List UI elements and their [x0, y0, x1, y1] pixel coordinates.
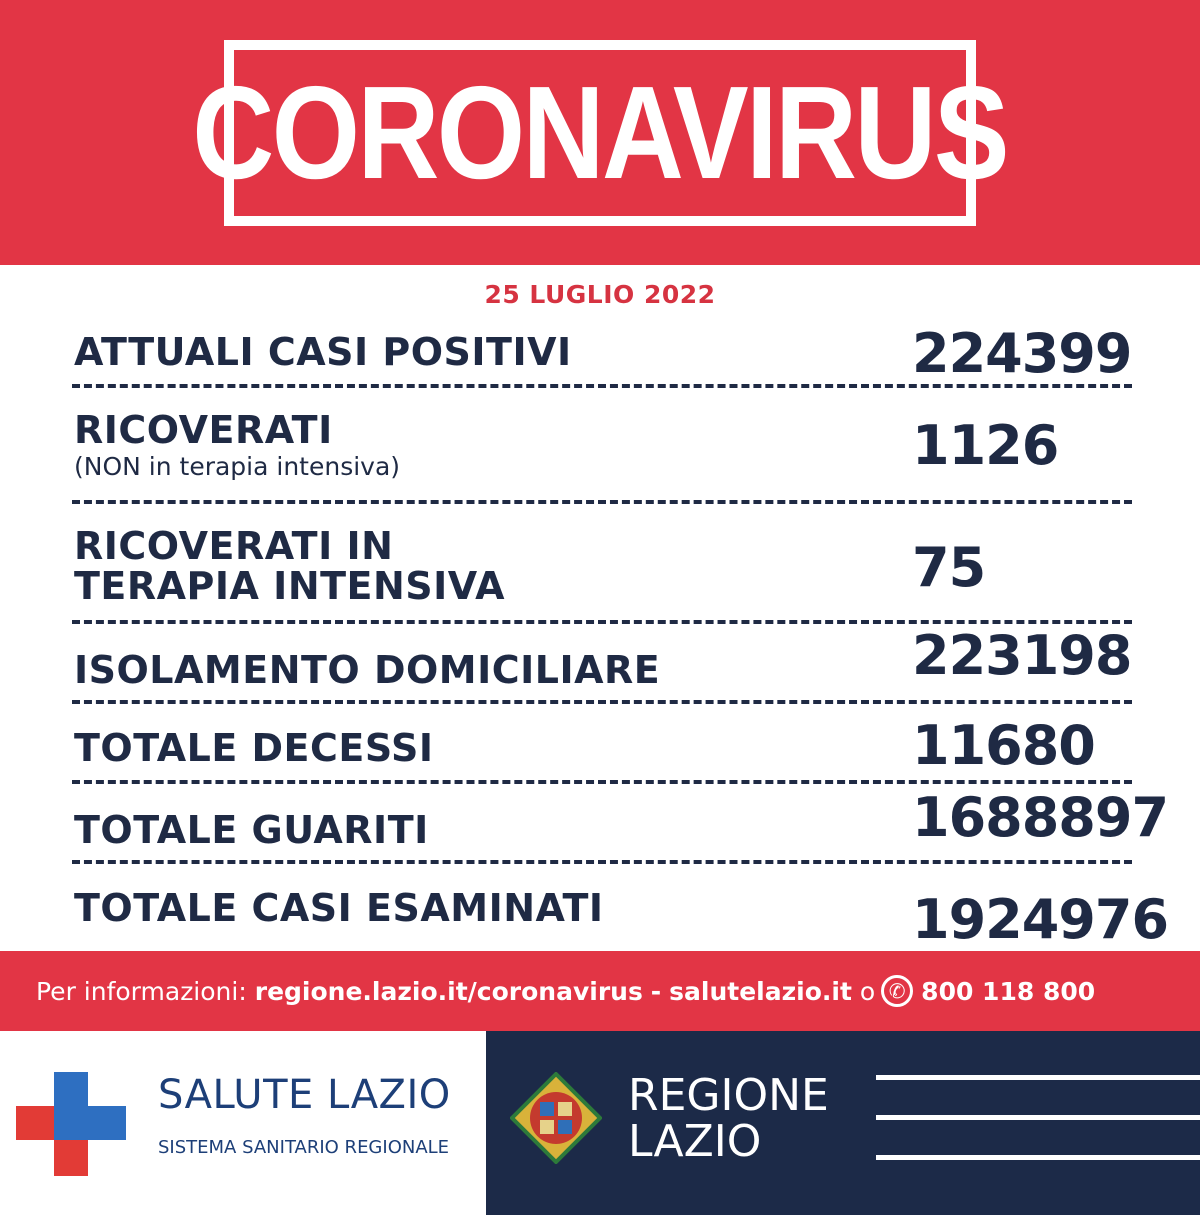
stat-row-isolamento — [72, 624, 1132, 704]
stat-label: RICOVERATI IN — [74, 524, 394, 568]
stat-row-guariti — [72, 784, 1169, 864]
info-prefix: Per informazioni: — [36, 976, 247, 1006]
info-conjunction: o — [859, 976, 876, 1006]
regione-line1: REGIONE — [628, 1070, 829, 1121]
stat-label: ISOLAMENTO DOMICILIARE — [74, 648, 661, 692]
stat-row-esaminati — [72, 864, 1169, 954]
salute-lazio-title: SALUTE LAZIO — [158, 1072, 451, 1118]
stat-row-terapia-intensiva — [72, 504, 1132, 624]
salute-lazio-cross-logo — [16, 1072, 126, 1176]
stat-row-positivi — [72, 318, 1132, 388]
info-bar — [0, 951, 1200, 1031]
stat-label: TOTALE GUARITI — [74, 808, 429, 852]
stat-row-decessi — [72, 704, 1132, 784]
stat-value: 224399 — [912, 322, 1132, 385]
stat-label: TOTALE DECESSI — [74, 726, 434, 770]
salute-lazio-subtitle: SISTEMA SANITARIO REGIONALE — [158, 1137, 450, 1158]
stat-value: 223198 — [912, 624, 1132, 687]
link-salutelazio[interactable]: salutelazio.it — [669, 976, 852, 1006]
stat-label-line2: TERAPIA INTENSIVA — [74, 564, 506, 608]
title-frame — [192, 40, 1008, 226]
phone-icon: ✆ — [881, 975, 913, 1007]
stat-label: RICOVERATI — [74, 408, 333, 452]
stat-value: 1688897 — [912, 786, 1169, 849]
phone-number[interactable]: 800 118 800 — [921, 976, 1096, 1006]
stat-label: TOTALE CASI ESAMINATI — [74, 886, 604, 930]
link-regione[interactable]: regione.lazio.it/coronavirus — [254, 976, 643, 1006]
stat-value: 1924976 — [912, 888, 1169, 951]
stat-label: ATTUALI CASI POSITIVI — [74, 330, 572, 374]
stats-list — [72, 318, 1169, 954]
stat-value: 1126 — [912, 414, 1059, 477]
stat-row-ricoverati — [72, 388, 1132, 504]
stat-sublabel: (NON in terapia intensiva) — [74, 452, 401, 481]
report-date: 25 LUGLIO 2022 — [484, 280, 716, 309]
regione-lazio-title — [628, 1070, 829, 1167]
page-title: CORONAVIRUS — [192, 59, 1008, 206]
header-banner — [0, 0, 1200, 265]
info-separator: - — [650, 976, 662, 1006]
stat-value: 75 — [912, 536, 986, 599]
stat-value: 11680 — [912, 714, 1095, 777]
decorative-stripes — [876, 1075, 1200, 1165]
regione-lazio-emblem — [510, 1072, 602, 1164]
regione-line2: LAZIO — [628, 1116, 762, 1167]
